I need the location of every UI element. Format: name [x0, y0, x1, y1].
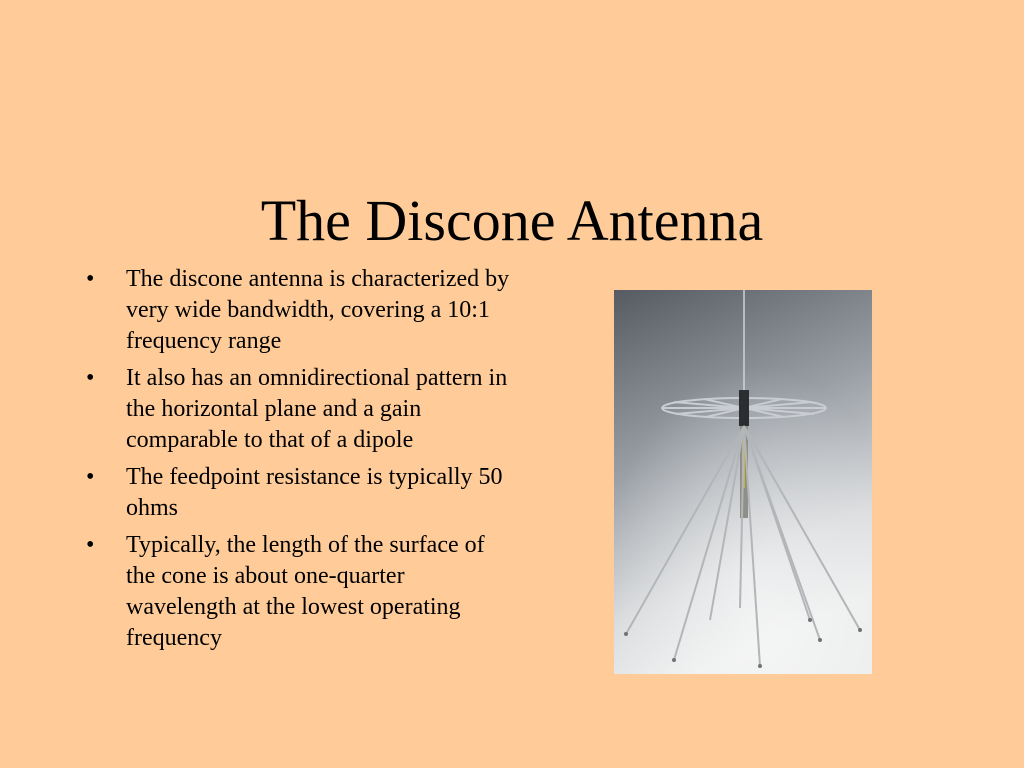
bullet-icon: • — [86, 365, 95, 391]
antenna-illustration — [614, 290, 872, 674]
discone-antenna-photo — [614, 290, 872, 674]
antenna-hub — [739, 390, 749, 426]
bullet-item — [86, 530, 516, 654]
bullet-icon: • — [86, 532, 95, 558]
bullet-icon: • — [86, 464, 95, 490]
bullet-text: It also has an omnidirectional pattern in the horizontal plane and a gain comparable to that of a dipole — [126, 365, 508, 453]
bullet-text: Typically, the length of the surface of the cone is about one-quarter wavelength at the lowest operating frequency — [126, 532, 485, 651]
bullet-text: The discone antenna is characterized by very wide bandwidth, covering a 10:1 frequency range — [126, 266, 510, 354]
bullet-list — [86, 264, 516, 660]
bullet-item — [86, 264, 516, 357]
bullet-text: The feedpoint resistance is typically 50 ohms — [126, 464, 503, 521]
bullet-icon: • — [86, 266, 95, 292]
slide-title: The Discone Antenna — [260, 188, 764, 253]
bullet-item — [86, 462, 516, 524]
bullet-item — [86, 363, 516, 456]
